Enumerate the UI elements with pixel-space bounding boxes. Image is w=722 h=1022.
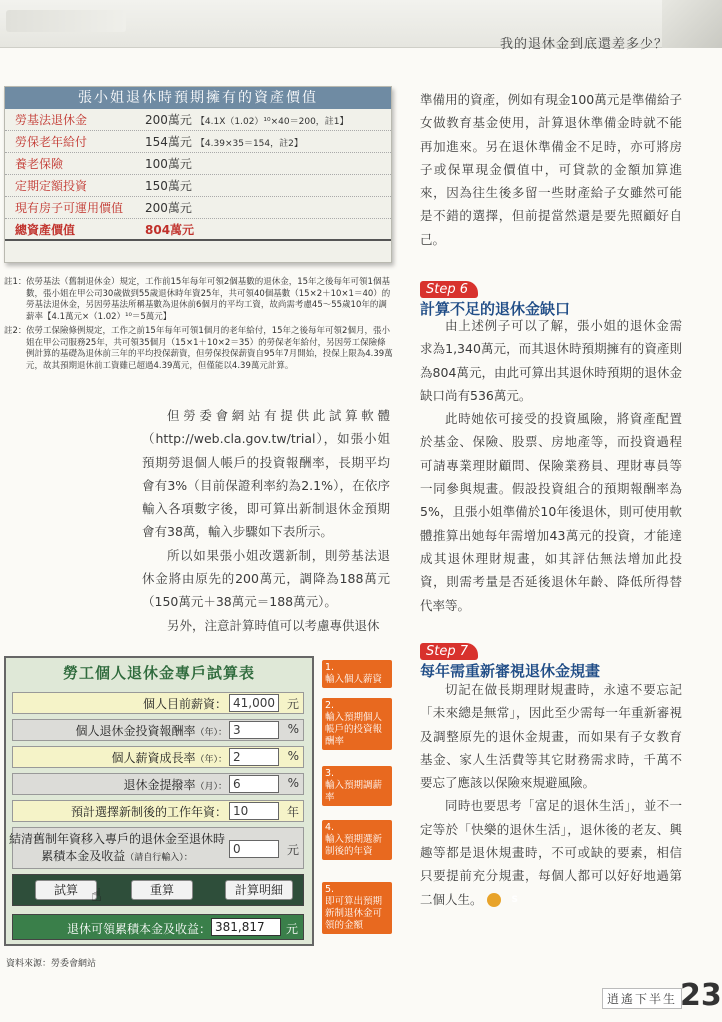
table-row bbox=[5, 175, 391, 197]
total-label: 總資產價值 bbox=[15, 223, 76, 237]
row-value: 200萬元 【4.1X（1.02）¹⁰×40＝200，註1】 bbox=[145, 113, 349, 127]
total-value: 804萬元 bbox=[145, 223, 195, 237]
row-label: 定期定額投資 bbox=[15, 179, 88, 193]
row-label: 現有房子可運用價值 bbox=[15, 201, 124, 215]
field-label: 個人目前薪資： bbox=[142, 697, 227, 711]
hand-cursor-icon: ☝ bbox=[91, 885, 102, 906]
header-ghost-logo bbox=[6, 10, 126, 32]
paragraph: 但勞委會網站有提供此試算軟體（http://web.cla.gov.tw/trial），如張小姐預期勞退個人帳戶的投資報酬率，長期平均會有3%（目前保證利率約為2.1%），在依序輸入各項數字後，即可算出新制退休金預期會有38萬，輸入步驟如下表所示。 bbox=[142, 408, 390, 540]
paragraph: 同時也要思考「富足的退休生活」，並不一定等於「快樂的退休生活」，退休後的老友、興趣等都是退休規畫時，不可或缺的要素，相信只要提前充分規畫，每個人都可以好好地過第二個人生。 S bbox=[420, 798, 682, 907]
field-unit: % bbox=[287, 749, 299, 763]
contribution-rate-row bbox=[12, 773, 304, 795]
field-label: 退休金提撥率（月）： bbox=[123, 778, 227, 792]
callout-3: 3. 輸入預期調薪率 bbox=[322, 766, 392, 806]
paragraph: 由上述例子可以了解，張小姐的退休金需求為1,340萬元，而其退休時預期擁有的資產則為804萬元，由此可算出其退休時預期的退休金缺口尚有536萬元。 bbox=[420, 318, 682, 403]
calculator-button-bar bbox=[12, 874, 304, 906]
step-7-badge: Step 7 bbox=[420, 643, 478, 660]
row-label: 養老保險 bbox=[15, 157, 64, 171]
calculate-button[interactable]: 試算 bbox=[35, 880, 97, 900]
result-output: 381,817 bbox=[211, 918, 281, 936]
callout-4: 4. 輸入預期選新制後的年資 bbox=[322, 820, 392, 860]
step-6-body bbox=[420, 314, 682, 617]
header-band bbox=[0, 0, 722, 52]
calculator-title: 勞工個人退休金專戶試算表 bbox=[62, 664, 255, 682]
table-row bbox=[5, 131, 391, 153]
step-6-heading: 計算不足的退休金缺口 bbox=[420, 300, 571, 318]
step-6-header bbox=[420, 278, 570, 319]
paragraph: 切記在做長期理財規畫時，永遠不要忘記「未來總是無常」，因此至少需每一年重新審視及調整原先的退休金規畫，而如果有子女教育基金、家人生活費等其它財務需求時，千萬不要忘了應該以保險來規避風險。 bbox=[420, 682, 682, 791]
return-rate-input[interactable]: 3 bbox=[229, 721, 279, 739]
field-unit: % bbox=[287, 776, 299, 790]
callout-1: 1. 輸入個人薪資 bbox=[322, 660, 392, 688]
page-number: 23 bbox=[680, 978, 722, 1013]
result-unit: 元 bbox=[285, 922, 298, 936]
contribution-rate-input[interactable]: 6 bbox=[229, 775, 279, 793]
field-label: 個人薪資成長率（年）： bbox=[111, 751, 227, 765]
field-unit: 元 bbox=[286, 697, 299, 711]
field-unit: 年 bbox=[286, 805, 299, 819]
field-label: 結清舊制年資移入專戶的退休金至退休時 累積本金及收益（請自行輸入）： bbox=[8, 832, 225, 863]
paragraph: 此時她依可接受的投資風險，將資產配置於基金、保險、股票、房地產等，而投資過程可請專業理財顧問、保險業務員、理財專員等一同參與規畫。假設投資組合的預期報酬率為5%，且張小姐準備於10年後退休，則可使用軟體推算出她每年需增加43萬元的投資，才能達成其退休理財規畫，如其評估無法增加此投資，則需考量是否延後退休年齡、降低所得替代率等。 bbox=[420, 411, 682, 613]
paragraph: 所以如果張小姐改選新制，則勞基法退休金將由原先的200萬元，調降為188萬元（150萬元＋38萬元＝188萬元）。 bbox=[142, 547, 390, 610]
row-label: 勞保老年給付 bbox=[15, 135, 88, 149]
paragraph: 準備用的資產，例如有現金100萬元是準備給子女做教育基金使用，計算退休準備金時就不能再加進來。另在退休準備金不足時，亦可將房子或保單現金價值中，可貸款的金額加算進來，因為往生後多留一些財產給子女雖然可能是不錯的選擇，但前提當然還是要先照顧好自己。 bbox=[420, 92, 682, 247]
row-value: 100萬元 bbox=[145, 157, 192, 171]
row-value: 200萬元 bbox=[145, 201, 192, 215]
row-value: 154萬元 【4.39×35＝154，註2】 bbox=[145, 135, 303, 149]
header-corner-accent bbox=[662, 0, 722, 48]
paragraph: 另外，注意計算時值可以考慮專供退休 bbox=[167, 617, 380, 633]
step-7-header bbox=[420, 640, 600, 681]
data-source: 資料來源：勞委會網站 bbox=[6, 959, 97, 969]
table-total-row bbox=[5, 219, 391, 241]
table-row bbox=[5, 153, 391, 175]
asset-value-table bbox=[4, 86, 392, 263]
pension-calculator bbox=[4, 656, 314, 946]
right-column-intro bbox=[420, 88, 682, 251]
callout-2: 2. 輸入預期個人帳戶的投資報酬率 bbox=[322, 698, 392, 750]
asset-table-title: 張小姐退休時預期擁有的資產價值 bbox=[5, 87, 391, 109]
salary-row bbox=[12, 692, 304, 714]
footnote-2: 註2： 依勞工保險條例規定，工作之前15年每年可領1個月的老年給付，15年之後每年可領2個月，張小姐在甲公司服務25年，共可領35個月（15×1＋10×2＝35）的勞保老年給付，另因勞工保險條例計算的基礎為退休前三年的平均投保薪資，但勞保投保薪資自95年7月開始，投保上限為4.39萬元，故其預期退休前工資雖已超過4.39萬元，但僅能以4.39萬元計算。 bbox=[4, 326, 393, 371]
step-7-heading: 每年需重新審視退休金規畫 bbox=[420, 662, 601, 680]
field-label: 個人退休金投資報酬率（年）： bbox=[75, 724, 227, 738]
running-header-title: 我的退休金到底還差多少？ bbox=[499, 37, 668, 52]
result-row bbox=[12, 914, 304, 940]
reset-button[interactable]: 重算 bbox=[131, 880, 193, 900]
step-7-body bbox=[420, 678, 682, 911]
field-label: 預計選擇新制後的工作年資： bbox=[70, 805, 227, 819]
transfer-amount-input[interactable]: 0 bbox=[229, 840, 279, 858]
return-rate-row bbox=[12, 719, 304, 741]
callout-5: 5. 即可算出預期新制退休金可領的金額 bbox=[322, 882, 392, 934]
work-years-row bbox=[12, 800, 304, 822]
details-button[interactable]: 計算明細 bbox=[225, 880, 293, 900]
step-6-badge: Step 6 bbox=[420, 281, 478, 298]
end-mark-icon: S bbox=[487, 893, 501, 907]
transfer-amount-row bbox=[8, 827, 304, 869]
footer-section-label: 逍遙下半生 bbox=[602, 988, 682, 1009]
salary-input[interactable]: 41,000 bbox=[229, 694, 279, 712]
field-unit: 元 bbox=[286, 843, 299, 857]
table-row bbox=[5, 109, 391, 131]
work-years-input[interactable]: 10 bbox=[229, 802, 279, 820]
field-unit: % bbox=[287, 722, 299, 736]
footnote-1: 註1： 依勞基法（舊制退休金）規定，工作前15年每年可領2個基數的退休金，15年之後每年可領1個基數，張小姐在甲公司30歲做到55歲退休時年資25年，共可領40個基數（15×2＋10×1＝40）的勞基法退休金，另因勞基法所稱基數為退休前6個月的平均工資，故尚需考慮45～55歲10年的調薪率【4.1萬元×（1.02）¹⁰＝5萬元】 bbox=[4, 277, 391, 322]
result-label: 退休可領累積本金及收益： bbox=[66, 922, 211, 936]
row-label: 勞基法退休金 bbox=[15, 113, 88, 127]
table-row bbox=[5, 197, 391, 219]
salary-growth-input[interactable]: 2 bbox=[229, 748, 279, 766]
row-value: 150萬元 bbox=[145, 179, 192, 193]
left-column-text bbox=[142, 404, 390, 637]
salary-growth-row bbox=[12, 746, 304, 768]
